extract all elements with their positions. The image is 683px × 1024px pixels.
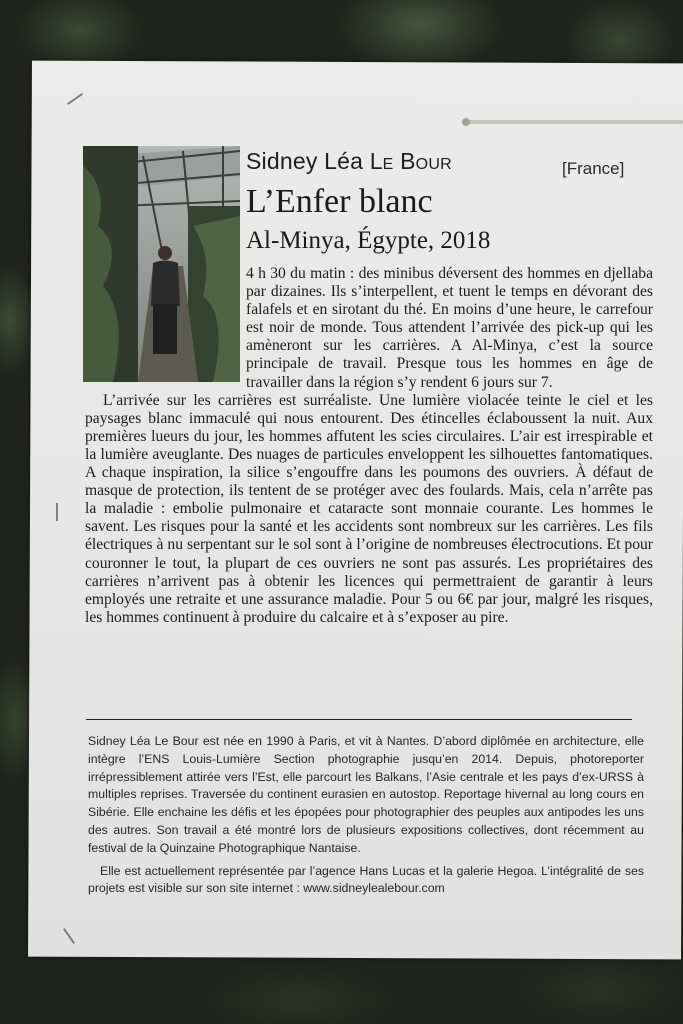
author-name <box>246 148 452 175</box>
photo-wrap-spacer <box>85 265 246 383</box>
bio-paragraph: Sidney Léa Le Bour est née en 1990 à Paris, et vit à Nantes. D’abord diplômée en architecture, elle intègre l’ENS Louis-Lumière Section photographie jusqu’en 2014. Depuis, photoreporter irrépressiblement attirée vers l’Est, elle parcourt les Balkans, l’Asie centrale et les pays d’ex-URSS à multiples reprises. Traversée du continent eurasien en autostop. Reportage hivernal au long cours en Sibérie. Elle enchaine les défis et les épopées pour photographier des peuples aux antipodes les uns des autres. Son travail a été montré lors de plusieurs expositions collectives, dont récemment au festival de la Quinzaine Photographique Nantaise. <box>88 734 644 855</box>
author-first-name: Sidney Léa <box>246 148 364 174</box>
author-country: [France] <box>562 159 625 178</box>
divider <box>86 719 632 720</box>
representation-paragraph: Elle est actuellement représentée par l’agence Hans Lucas et la galerie Hegoa. L’intégralité de ses projets est visible sur son site internet : www.sidneylealebour.com <box>88 863 644 896</box>
hanging-string <box>466 120 683 124</box>
author-biography <box>88 733 644 898</box>
description-paragraph: L’arrivée sur les carrières est surréaliste. Une lumière violacée teinte le ciel et les paysages blanc immaculé qui nous entourent. Des étincelles éclaboussent la nuit. Aux premières lueurs du jour, les hommes affutent les scies circulaires. L’air est irrespirable et la lumière aveuglante. Des nuages de particules enveloppent les silhouettes fantomatiques. A chaque inspiration, la silice s’engouffre dans les poumons des ouvriers. À défaut de masque de protection, ils tentent de se protéger avec des foulards. Mais, cela n’arrête pas la maladie : embolie pulmonaire et cataracte sont monnaie courante. Les hommes le savent. Les risques pour la santé et les accidents sont nombreux sur les carrières. Les fils électriques à nu serpentant sur le sol sont à l’origine de nombreuses électrocutions. Et pour couronner le tout, la plupart de ces ouvriers ne sont pas assurés. Les propriétaires des carrières n’arrivent pas à obtenir les licences qui permettraient de garantir à leurs employés une retraite et une assurance maladie. Pour 5 ou 6€ par jour, malgré les risques, les hommes continuent à produire du calcaire et à s’exposer au pire. <box>85 391 653 626</box>
staple <box>56 503 58 521</box>
project-title: L’Enfer blanc <box>246 183 433 220</box>
project-description <box>85 265 653 627</box>
author-last-name: Le Bour <box>369 148 452 174</box>
description-paragraph: 4 h 30 du matin : des minibus déversent des hommes en djellaba par dizaines. Ils s’interpellent, et tuent le temps en dévorant des falafels et en sirotant du thé. En moins d’une heure, le carrefour est noir de monde. Tous attendent l’arrivée des pick-up qui les amèneront sur les carrières. A Al-Minya, c’est la source principale de travail. Presque tous les hommes en âge de travailler dans la région s’y rendent 6 jours sur 7. <box>246 265 653 391</box>
project-location: Al-Minya, Égypte, 2018 <box>246 227 491 254</box>
